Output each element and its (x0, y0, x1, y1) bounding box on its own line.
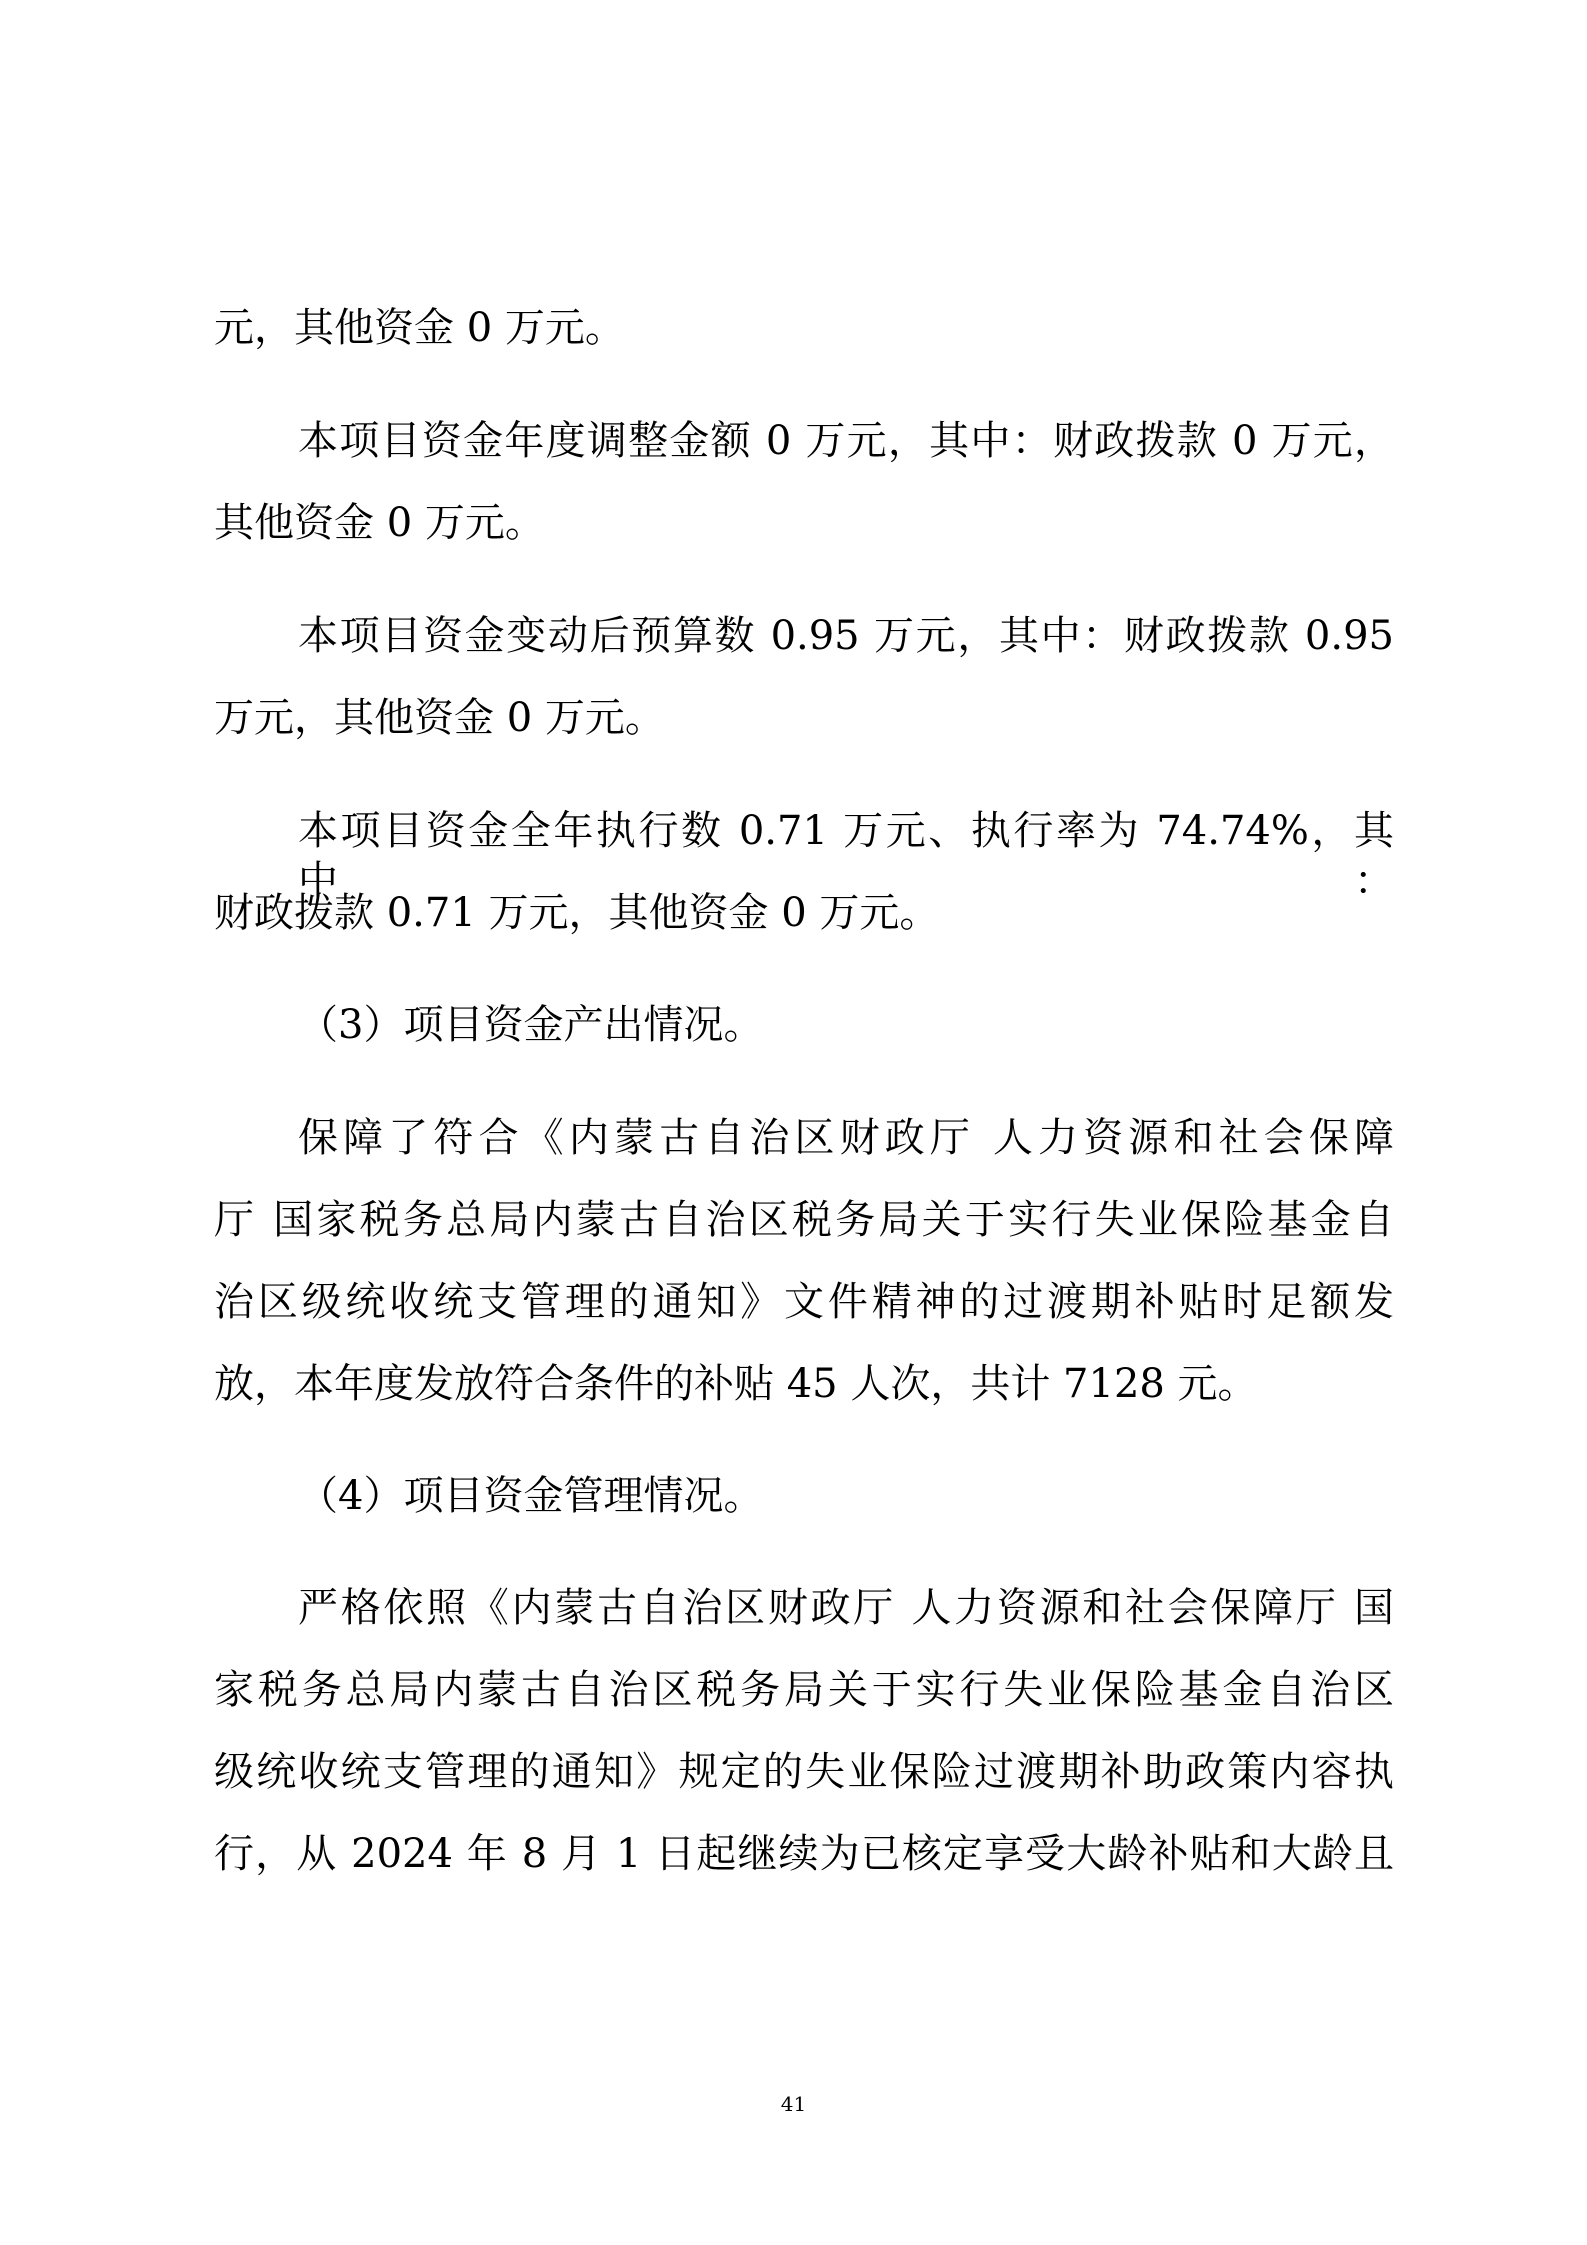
paragraph-6-line-4: 行，从 2024 年 8 月 1 日起继续为已核定享受大龄补贴和大龄且 (214, 1831, 1394, 1877)
page-number: 41 (780, 2092, 807, 2116)
paragraph-3-line-1: 本项目资金变动后预算数 0.95 万元，其中：财政拨款 0.95 (298, 613, 1394, 659)
paragraph-2-line-2: 其他资金 0 万元。 (214, 500, 545, 546)
paragraph-6-line-1: 严格依照《内蒙古自治区财政厅 人力资源和社会保障厅 国 (298, 1585, 1394, 1631)
section-heading-3: （3）项目资金产出情况。 (298, 1002, 764, 1048)
paragraph-5-line-4: 放，本年度发放符合条件的补贴 45 人次，共计 7128 元。 (214, 1361, 1258, 1407)
paragraph-6-line-3: 级统收统支管理的通知》规定的失业保险过渡期补助政策内容执 (214, 1749, 1394, 1795)
paragraph-1-line-1: 元，其他资金 0 万元。 (214, 305, 625, 351)
paragraph-4-line-1: 本项目资金全年执行数 0.71 万元、执行率为 74.74%，其中： (298, 808, 1394, 904)
paragraph-5-line-3: 治区级统收统支管理的通知》文件精神的过渡期补贴时足额发 (214, 1279, 1394, 1325)
paragraph-6-line-2: 家税务总局内蒙古自治区税务局关于实行失业保险基金自治区 (214, 1667, 1394, 1713)
paragraph-5-line-2: 厅 国家税务总局内蒙古自治区税务局关于实行失业保险基金自 (214, 1197, 1394, 1243)
paragraph-3-line-2: 万元，其他资金 0 万元。 (214, 695, 665, 741)
paragraph-2-line-1: 本项目资金年度调整金额 0 万元，其中：财政拨款 0 万元， (298, 418, 1394, 464)
paragraph-5-line-1: 保障了符合《内蒙古自治区财政厅 人力资源和社会保障 (298, 1115, 1394, 1161)
section-heading-4: （4）项目资金管理情况。 (298, 1473, 764, 1519)
paragraph-4-line-2: 财政拨款 0.71 万元，其他资金 0 万元。 (214, 890, 940, 936)
